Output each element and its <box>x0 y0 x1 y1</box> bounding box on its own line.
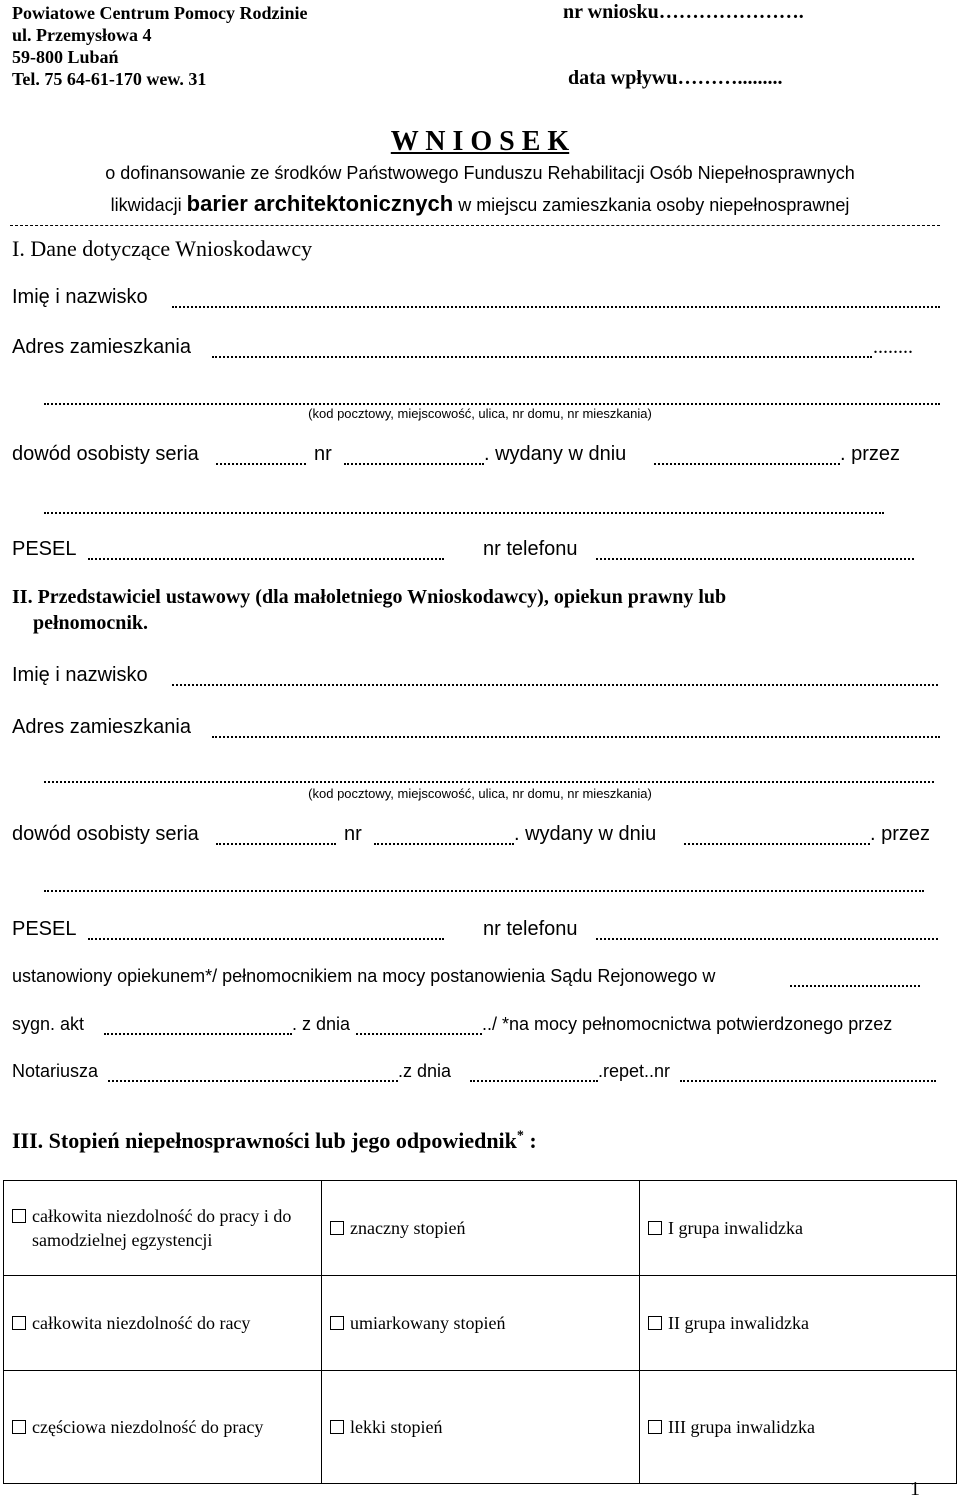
s2-pesel-field[interactable] <box>88 938 444 940</box>
s1-issued-field[interactable] <box>654 463 840 465</box>
separator-line <box>10 225 940 232</box>
checkbox-option[interactable] <box>12 1415 313 1439</box>
s1-address-field-2[interactable] <box>44 403 940 405</box>
table-cell <box>640 1181 957 1276</box>
s1-address-trail: ........ <box>873 336 913 358</box>
form-subtitle-line2 <box>0 191 960 217</box>
page-number: 1 <box>910 1478 920 1500</box>
checkbox-option[interactable] <box>330 1415 631 1439</box>
s2-by-label: . przez <box>870 823 931 845</box>
s2-date-label: . z dnia <box>292 1014 351 1034</box>
s1-issued-label: . wydany w dniu <box>484 443 627 465</box>
section2-heading-line1: II. Przedstawiciel ustawowy (dla małoletniego Wnioskodawcy), opiekun prawny lub <box>12 586 727 608</box>
table-row <box>4 1371 957 1484</box>
s2-nr-field[interactable] <box>374 843 514 845</box>
s2-address-field-2[interactable] <box>44 781 934 783</box>
s2-repet-field[interactable] <box>680 1080 936 1082</box>
checkbox-label: całkowita niezdolność do pracy i do samodzielnej egzystencji <box>32 1206 292 1250</box>
section1-heading: I. Dane dotyczące Wnioskodawcy <box>12 236 313 261</box>
subtitle-prefix: likwidacji <box>110 195 187 215</box>
s2-address-field[interactable] <box>212 736 940 738</box>
s2-id-series-field[interactable] <box>216 843 336 845</box>
checkbox-label: I grupa inwalidzka <box>668 1218 803 1238</box>
s2-nr-label: nr <box>344 823 362 845</box>
s2-phone-field[interactable] <box>596 938 938 940</box>
s2-guardian-text: ustanowiony opiekunem*/ pełnomocnikiem na mocy postanowienia Sądu Rejonowego w <box>12 966 716 986</box>
checkbox-label: częściowa niezdolność do pracy <box>32 1417 264 1437</box>
s1-by-label: . przez <box>840 443 901 465</box>
date-received: data wpływu………......... <box>568 67 783 89</box>
s2-pesel-label: PESEL <box>12 918 77 940</box>
section3-heading-colon: : <box>523 1128 537 1153</box>
table-row <box>4 1181 957 1276</box>
s2-by-field[interactable] <box>44 890 924 892</box>
s1-phone-field[interactable] <box>596 558 914 560</box>
form-title: W N I O S E K <box>390 126 570 157</box>
s2-notary-date-field[interactable] <box>470 1080 598 1082</box>
org-city: 59-800 Lubań <box>12 47 119 67</box>
s1-name-field[interactable] <box>172 306 940 308</box>
s2-issued-field[interactable] <box>684 843 870 845</box>
s1-nr-field[interactable] <box>344 463 484 465</box>
checkbox-option[interactable] <box>648 1216 948 1240</box>
table-cell <box>322 1181 640 1276</box>
s2-notary-text: ../ *na mocy pełnomocnictwa potwierdzonego przez <box>482 1014 893 1034</box>
table-cell <box>4 1371 322 1484</box>
s2-address-label: Adres zamieszkania <box>12 716 191 738</box>
section3-heading-mark: * <box>516 1128 524 1144</box>
checkbox-option[interactable] <box>12 1204 313 1252</box>
checkbox-icon[interactable] <box>12 1316 26 1330</box>
subtitle-suffix: w miejscu zamieszkania osoby niepełnosprawnej <box>453 195 850 215</box>
table-cell <box>640 1276 957 1371</box>
table-cell <box>640 1371 957 1484</box>
s1-id-series-field[interactable] <box>216 463 306 465</box>
section2-heading-line2: pełnomocnik. <box>33 612 149 634</box>
checkbox-label: lekki stopień <box>350 1417 443 1437</box>
s1-address-hint: (kod pocztowy, miejscowość, ulica, nr domu, nr mieszkania) <box>308 406 652 421</box>
table-cell <box>4 1276 322 1371</box>
s2-case-label: sygn. akt <box>12 1014 85 1034</box>
s2-date-field[interactable] <box>356 1033 482 1035</box>
disability-table <box>3 1180 957 1484</box>
checkbox-icon[interactable] <box>648 1420 662 1434</box>
checkbox-icon[interactable] <box>648 1316 662 1330</box>
checkbox-option[interactable] <box>648 1415 948 1439</box>
s2-court-field[interactable] <box>790 985 920 987</box>
checkbox-icon[interactable] <box>12 1420 26 1434</box>
section3-heading <box>12 1128 537 1154</box>
section3-heading-text: III. Stopień niepełnosprawności lub jego odpowiednik <box>12 1128 517 1153</box>
checkbox-label: II grupa inwalidzka <box>668 1313 809 1333</box>
checkbox-icon[interactable] <box>330 1316 344 1330</box>
form-subtitle-line1: o dofinansowanie ze środków Państwowego Funduszu Rehabilitacji Osób Niepełnosprawnych <box>105 163 855 183</box>
org-street: ul. Przemysłowa 4 <box>12 25 152 45</box>
s1-pesel-field[interactable] <box>88 558 444 560</box>
s2-case-field[interactable] <box>104 1033 292 1035</box>
s2-name-field[interactable] <box>172 684 938 686</box>
table-row <box>4 1276 957 1371</box>
s2-address-hint: (kod pocztowy, miejscowość, ulica, nr domu, nr mieszkania) <box>308 786 652 801</box>
checkbox-label: III grupa inwalidzka <box>668 1417 815 1437</box>
table-cell <box>4 1181 322 1276</box>
s1-address-label: Adres zamieszkania <box>12 336 191 358</box>
checkbox-icon[interactable] <box>648 1221 662 1235</box>
application-number: nr wniosku…………………. <box>563 1 804 23</box>
s1-address-field[interactable] <box>212 356 872 358</box>
s2-id-series-label: dowód osobisty seria <box>12 823 199 845</box>
s2-notary-label: Notariusza <box>12 1061 99 1081</box>
s2-repet-label: .repet..nr <box>598 1061 671 1081</box>
checkbox-option[interactable] <box>330 1216 631 1240</box>
s2-notary-field[interactable] <box>108 1080 398 1082</box>
s2-issued-label: . wydany w dniu <box>514 823 657 845</box>
checkbox-option[interactable] <box>12 1311 313 1335</box>
checkbox-icon[interactable] <box>330 1420 344 1434</box>
checkbox-label: umiarkowany stopień <box>350 1313 506 1333</box>
s1-phone-label: nr telefonu <box>483 538 578 560</box>
checkbox-icon[interactable] <box>330 1221 344 1235</box>
s2-notary-date-label: .z dnia <box>398 1061 452 1081</box>
s1-by-field[interactable] <box>44 512 884 514</box>
s1-pesel-label: PESEL <box>12 538 77 560</box>
org-name: Powiatowe Centrum Pomocy Rodzinie <box>12 3 308 23</box>
checkbox-option[interactable] <box>330 1311 631 1335</box>
s1-name-label: Imię i nazwisko <box>12 286 148 308</box>
s1-id-series-label: dowód osobisty seria <box>12 443 199 465</box>
checkbox-icon[interactable] <box>12 1209 26 1223</box>
org-phone: Tel. 75 64-61-170 wew. 31 <box>12 69 207 89</box>
table-cell <box>322 1371 640 1484</box>
s1-nr-label: nr <box>314 443 332 465</box>
checkbox-label: znaczny stopień <box>350 1218 466 1238</box>
checkbox-option[interactable] <box>648 1311 948 1335</box>
s2-name-label: Imię i nazwisko <box>12 664 148 686</box>
s2-phone-label: nr telefonu <box>483 918 578 940</box>
checkbox-label: całkowita niezdolność do racy <box>32 1313 251 1333</box>
subtitle-bold: barier architektonicznych <box>186 191 454 216</box>
table-cell <box>322 1276 640 1371</box>
